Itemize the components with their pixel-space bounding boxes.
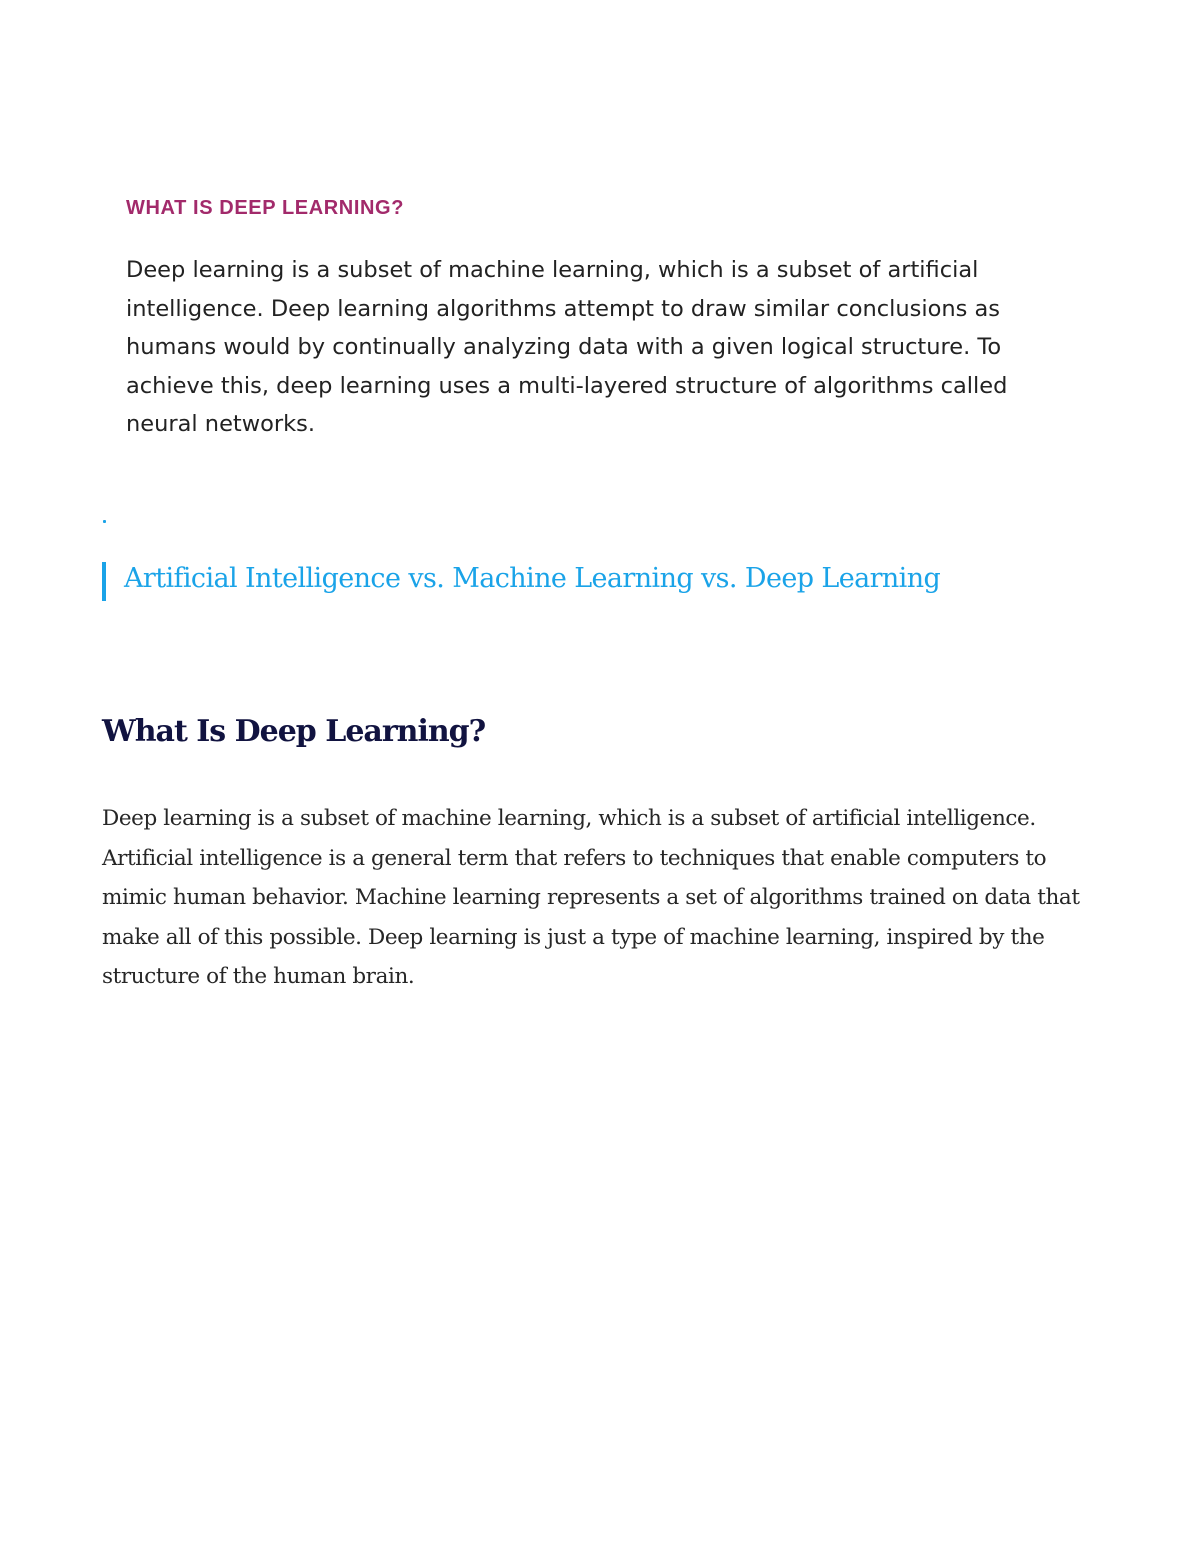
callout-body: Deep learning is a subset of machine learning, which is a subset of artificial intelligence. Deep learning algorithms attempt to draw similar conclusions as humans would by continually analyzing data with a given logical structure. To achieve this, deep learning uses a multi-layered structure of algorithms called neural networks. — [126, 257, 1008, 437]
related-article-link[interactable]: Artificial Intelligence vs. Machine Learning vs. Deep Learning — [124, 563, 941, 594]
article-body: Deep learning is a subset of machine learning, which is a subset of artificial intelligence. Artificial intelligence is a general term that refers to techniques that enable computers to mimic human behavior. Machine learning represents a set of algorithms trained on data that make all of this possible. Deep learning is just a type of machine learning, inspired by the structure of the human brain. — [102, 806, 1080, 989]
article-title: What Is Deep Learning? — [102, 714, 486, 749]
related-accent-bar — [102, 562, 106, 601]
callout-kicker: WHAT IS DEEP LEARNING? — [126, 197, 405, 219]
stray-dot — [103, 520, 106, 523]
